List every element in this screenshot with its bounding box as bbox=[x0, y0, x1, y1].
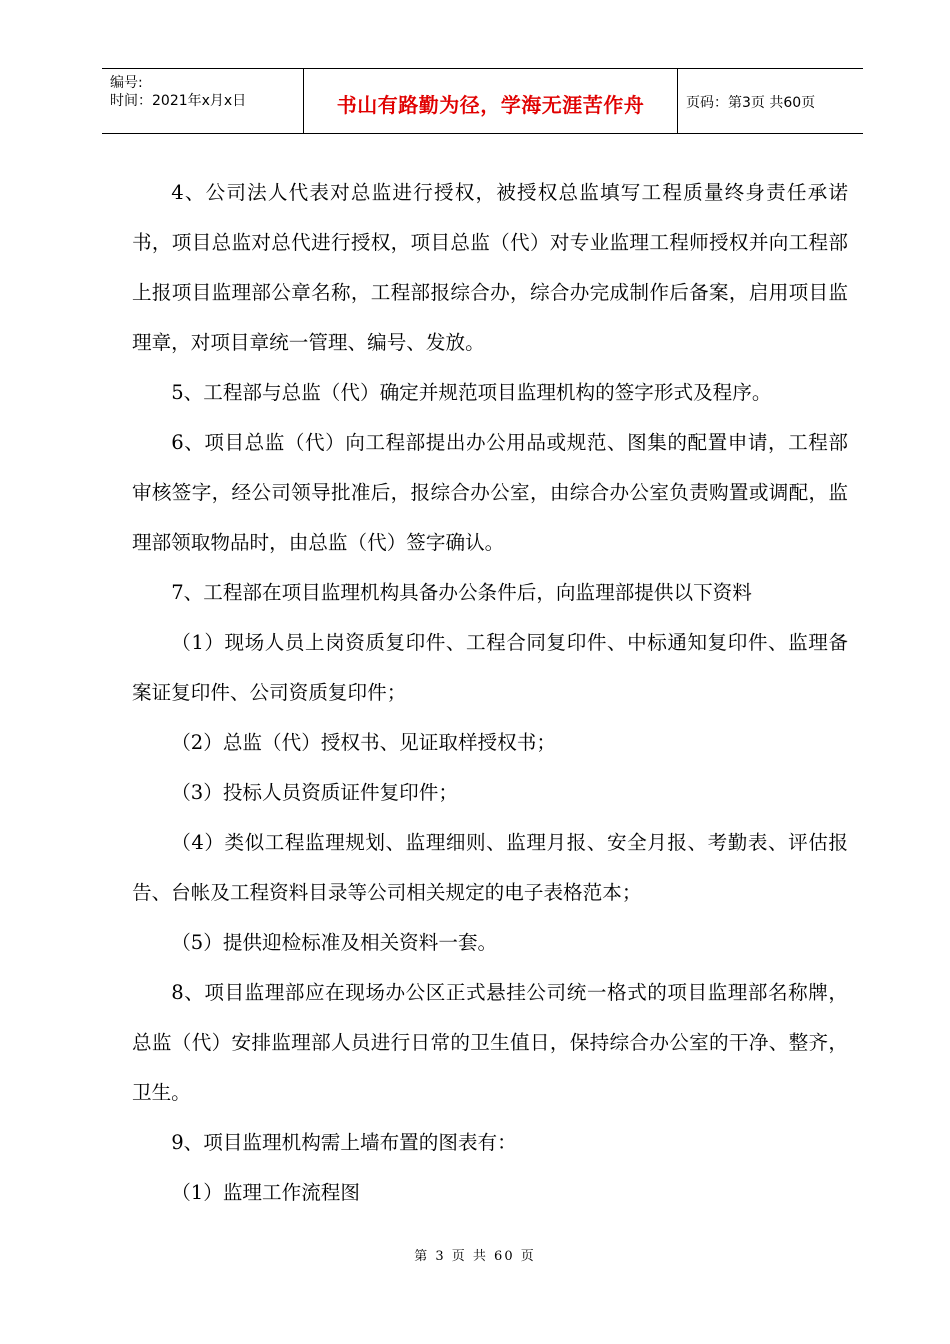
page-header bbox=[102, 68, 863, 134]
header-page-number: 页码：第3页 共60页 bbox=[686, 95, 816, 111]
page-footer bbox=[0, 1245, 950, 1264]
paragraph: （5）提供迎检标准及相关资料一套。 bbox=[171, 931, 498, 954]
paragraph: 7、工程部在项目监理机构具备办公条件后，向监理部提供以下资料 bbox=[171, 581, 752, 604]
header-meta bbox=[102, 69, 304, 133]
paragraph: （1）监理工作流程图 bbox=[171, 1181, 360, 1204]
footer-page-number: 第 3 页 共 60 页 bbox=[414, 1249, 536, 1264]
paragraph: （3）投标人员资质证件复印件； bbox=[171, 781, 458, 804]
paragraph: 9、项目监理机构需上墙布置的图表有： bbox=[171, 1131, 517, 1154]
header-motto: 书山有路勤为径，学海无涯苦作舟 bbox=[304, 69, 678, 133]
paragraph: 8、项目监理部应在现场办公区正式悬挂公司统一格式的项目监理部名称牌，总监（代）安排监理部人员进行日常的卫生值日，保持综合办公室的干净、整齐，卫生。 bbox=[132, 981, 848, 1104]
document-body bbox=[132, 168, 848, 1218]
document-number-label: 编号: bbox=[110, 75, 143, 91]
paragraph: （4）类似工程监理规划、监理细则、监理月报、安全月报、考勤表、评估报告、台帐及工程资料目录等公司相关规定的电子表格范本； bbox=[132, 831, 848, 904]
document-time-label: 时间：2021年x月x日 bbox=[110, 93, 247, 109]
paragraph: （1）现场人员上岗资质复印件、工程合同复印件、中标通知复印件、监理备案证复印件、公司资质复印件； bbox=[132, 631, 848, 704]
paragraph: 4、公司法人代表对总监进行授权，被授权总监填写工程质量终身责任承诺书，项目总监对总代进行授权，项目总监（代）对专业监理工程师授权并向工程部上报项目监理部公章名称，工程部报综合办，综合办完成制作后备案，启用项目监理章，对项目章统一管理、编号、发放。 bbox=[132, 181, 848, 354]
paragraph: 5、工程部与总监（代）确定并规范项目监理机构的签字形式及程序。 bbox=[171, 381, 772, 404]
paragraph: 6、项目总监（代）向工程部提出办公用品或规范、图集的配置申请，工程部审核签字，经公司领导批准后，报综合办公室，由综合办公室负责购置或调配，监理部领取物品时，由总监（代）签字确认。 bbox=[132, 431, 848, 554]
paragraph: （2）总监（代）授权书、见证取样授权书； bbox=[171, 731, 556, 754]
